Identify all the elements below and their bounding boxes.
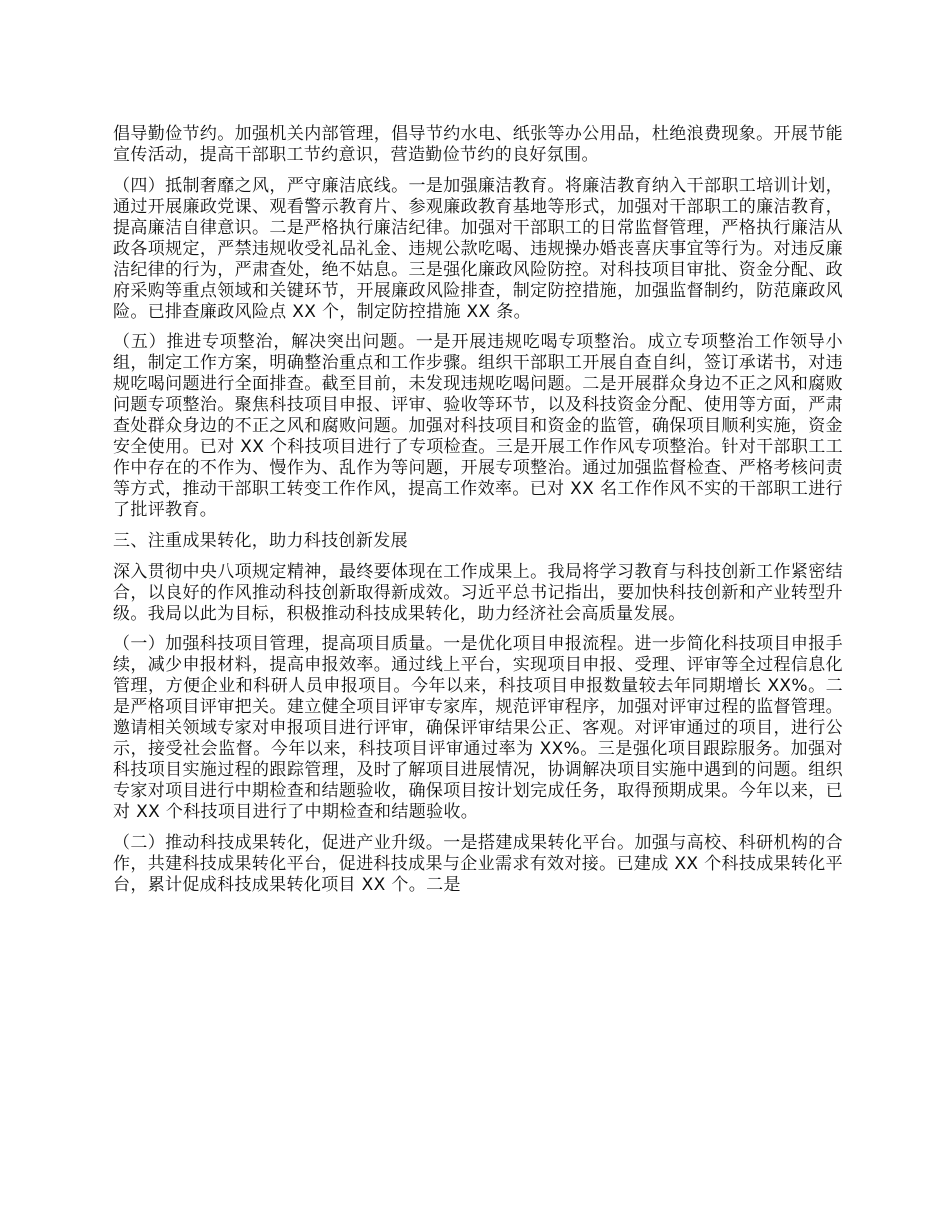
paragraph-section-intro: 深入贯彻中央八项规定精神，最终要体现在工作成果上。我局将学习教育与科技创新工作紧密结合，以良好的作风推动科技创新取得新成效。习近平总书记指出，要加快科技创新和产业转型升级。我局以此为目标，积极推动科技成果转化，助力经济社会高质量发展。: [113, 561, 843, 624]
paragraph-special-rectification: （五）推进专项整治，解决突出问题。一是开展违规吃喝专项整治。成立专项整治工作领导小组，制定工作方案，明确整治重点和工作步骤。组织干部职工开展自查自纠，签订承诺书，对违规吃喝问题进行全面排查。截至目前，未发现违规吃喝问题。二是开展群众身边不正之风和腐败问题专项整治。聚焦科技项目申报、评审、验收等环节，以及科技资金分配、使用等方面，严肃查处群众身边的不正之风和腐败问题。加强对科技项目和资金的监管，确保项目顺利实施，资金安全使用。已对 XX 个科技项目进行了专项检查。三是开展工作作风专项整治。针对干部职工工作中存在的不作为、慢作为、乱作为等问题，开展专项整治。通过加强监督检查、严格考核问责等方式，推动干部职工转变工作作风，提高工作效率。已对 XX 名工作作风不实的干部职工进行了批评教育。: [113, 332, 843, 520]
paragraph-frugality: 倡导勤俭节约。加强机关内部管理，倡导节约水电、纸张等办公用品，杜绝浪费现象。开展节能宣传活动，提高干部职工节约意识，营造勤俭节约的良好氛围。: [113, 124, 843, 165]
paragraph-achievement-transfer: （二）推动科技成果转化，促进产业升级。一是搭建成果转化平台。加强与高校、科研机构的合作，共建科技成果转化平台，促进科技成果与企业需求有效对接。已建成 XX 个科技成果转化平台，累计促成科技成果转化项目 XX 个。二是: [113, 832, 843, 895]
document-page: [113, 124, 843, 905]
paragraph-integrity: （四）抵制奢靡之风，严守廉洁底线。一是加强廉洁教育。将廉洁教育纳入干部职工培训计划，通过开展廉政党课、观看警示教育片、参观廉政教育基地等形式，加强对干部职工的廉洁教育，提高廉洁自律意识。二是严格执行廉洁纪律。加强对干部职工的日常监督管理，严格执行廉洁从政各项规定，严禁违规收受礼品礼金、违规公款吃喝、违规操办婚丧喜庆事宜等行为。对违反廉洁纪律的行为，严肃查处，绝不姑息。三是强化廉政风险防控。对科技项目审批、资金分配、政府采购等重点领域和关键环节，开展廉政风险排查，制定防控措施，加强监督制约，防范廉政风险。已排查廉政风险点 XX 个，制定防控措施 XX 条。: [113, 175, 843, 322]
section-heading-3: 三、注重成果转化，助力科技创新发展: [113, 530, 408, 551]
paragraph-project-management: （一）加强科技项目管理，提高项目质量。一是优化项目申报流程。进一步简化科技项目申报手续，减少申报材料，提高申报效率。通过线上平台，实现项目申报、受理、评审等全过程信息化管理，方便企业和科研人员申报项目。今年以来，科技项目申报数量较去年同期增长 XX%。二是严格项目评审把关。建立健全项目评审专家库，规范评审程序，加强对评审过程的监督管理。邀请相关领域专家对申报项目进行评审，确保评审结果公正、客观。对评审通过的项目，进行公示，接受社会监督。今年以来，科技项目评审通过率为 XX%。三是强化项目跟踪服务。加强对科技项目实施过程的跟踪管理，及时了解项目进展情况，协调解决项目实施中遇到的问题。组织专家对项目进行中期检查和结题验收，确保项目按计划完成任务，取得预期成果。今年以来，已对 XX 个科技项目进行了中期检查和结题验收。: [113, 634, 843, 822]
